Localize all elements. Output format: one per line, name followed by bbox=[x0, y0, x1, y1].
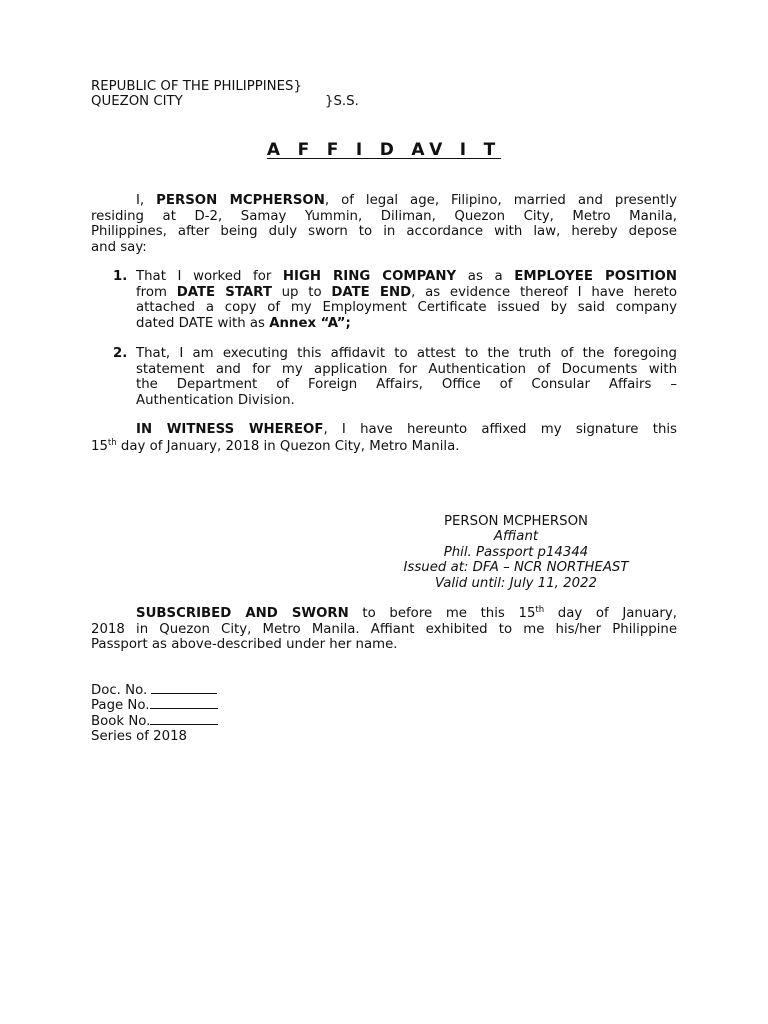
witness-heading: IN WITNESS WHEREOF bbox=[136, 422, 324, 437]
item-text: , as evidence thereof I have hereto bbox=[411, 285, 677, 300]
subscribed-text: to before me this 15 bbox=[348, 606, 536, 621]
signature-valid: Valid until: July 11, 2022 bbox=[435, 576, 597, 591]
company-name: HIGH RING COMPANY bbox=[282, 269, 457, 284]
book-no-blank bbox=[150, 714, 218, 725]
item-1-number: 1. bbox=[113, 269, 128, 284]
intro-text: , of legal age, Filipino, married and presently bbox=[324, 193, 678, 208]
doc-no-label: Doc. No. bbox=[91, 683, 148, 698]
page-no-line bbox=[91, 698, 218, 714]
annex-label: Annex “A”; bbox=[269, 316, 351, 331]
item-1-line-2 bbox=[136, 285, 677, 301]
subscribed-heading: SUBSCRIBED AND SWORN bbox=[136, 606, 349, 621]
item-1-line-3: attached a copy of my Employment Certificate issued by said company bbox=[136, 300, 677, 315]
subscribed-text: day of January, bbox=[544, 606, 677, 621]
document-title: A F F I D AV I T bbox=[266, 140, 502, 160]
item-text: dated DATE with as bbox=[136, 316, 270, 331]
subscribed-line-1 bbox=[91, 606, 677, 622]
book-no-line bbox=[91, 714, 218, 730]
witness-day: 15 bbox=[91, 439, 108, 454]
witness-line-1 bbox=[91, 422, 677, 438]
witness-day-suffix: th bbox=[107, 438, 117, 448]
witness-text: , I have hereunto affixed my signature this bbox=[323, 422, 677, 437]
subscribed-line-2: 2018 in Quezon City, Metro Manila. Affiant exhibited to me his/her Philippine bbox=[91, 622, 677, 637]
subscribed-day-suffix: th bbox=[535, 605, 545, 615]
item-text: from bbox=[136, 285, 177, 300]
intro-line-1 bbox=[91, 193, 677, 209]
intro-line-3: Philippines, after being duly sworn to in accordance with law, hereby depose bbox=[91, 224, 677, 239]
intro-line-4: and say: bbox=[91, 240, 147, 255]
book-no-label: Book No. bbox=[91, 714, 151, 729]
item-2-number: 2. bbox=[113, 346, 128, 361]
item-text: That I worked for bbox=[136, 269, 283, 284]
item-2-line-3: the Department of Foreign Affairs, Office of Consular Affairs – bbox=[136, 377, 677, 392]
header-republic: REPUBLIC OF THE PHILIPPINES} bbox=[91, 79, 302, 94]
item-text: up to bbox=[271, 285, 332, 300]
series-line: Series of 2018 bbox=[91, 729, 187, 744]
header-ss: }S.S. bbox=[325, 94, 359, 109]
doc-no-blank bbox=[151, 683, 217, 694]
page-no-label: Page No. bbox=[91, 698, 150, 713]
employee-position: EMPLOYEE POSITION bbox=[514, 269, 677, 284]
item-text: as a bbox=[456, 269, 515, 284]
date-end: DATE END bbox=[331, 285, 412, 300]
signature-role: Affiant bbox=[493, 529, 539, 544]
signature-name: PERSON MCPHERSON bbox=[443, 514, 588, 529]
item-1-line-1 bbox=[136, 269, 677, 285]
item-2-line-4: Authentication Division. bbox=[136, 393, 295, 408]
header-city: QUEZON CITY bbox=[91, 94, 183, 109]
signature-issued: Issued at: DFA – NCR NORTHEAST bbox=[403, 560, 629, 575]
item-2-line-1: That, I am executing this affidavit to attest to the truth of the foregoing bbox=[136, 346, 677, 361]
date-start: DATE START bbox=[176, 285, 272, 300]
intro-line-2: residing at D-2, Samay Yummin, Diliman, Quezon City, Metro Manila, bbox=[91, 209, 677, 224]
affiant-name: PERSON MCPHERSON bbox=[156, 193, 325, 208]
subscribed-line-3: Passport as above-described under her name. bbox=[91, 637, 398, 652]
signature-passport: Phil. Passport p14344 bbox=[443, 545, 589, 560]
item-2-line-2: statement and for my application for Authentication of Documents with bbox=[136, 362, 677, 377]
intro-text: I, bbox=[136, 193, 157, 208]
witness-text: day of January, 2018 in Quezon City, Metro Manila. bbox=[116, 439, 460, 454]
page-no-blank bbox=[150, 698, 218, 709]
item-1-line-4 bbox=[136, 316, 351, 332]
witness-line-2 bbox=[91, 439, 459, 455]
doc-no-line bbox=[91, 683, 217, 699]
